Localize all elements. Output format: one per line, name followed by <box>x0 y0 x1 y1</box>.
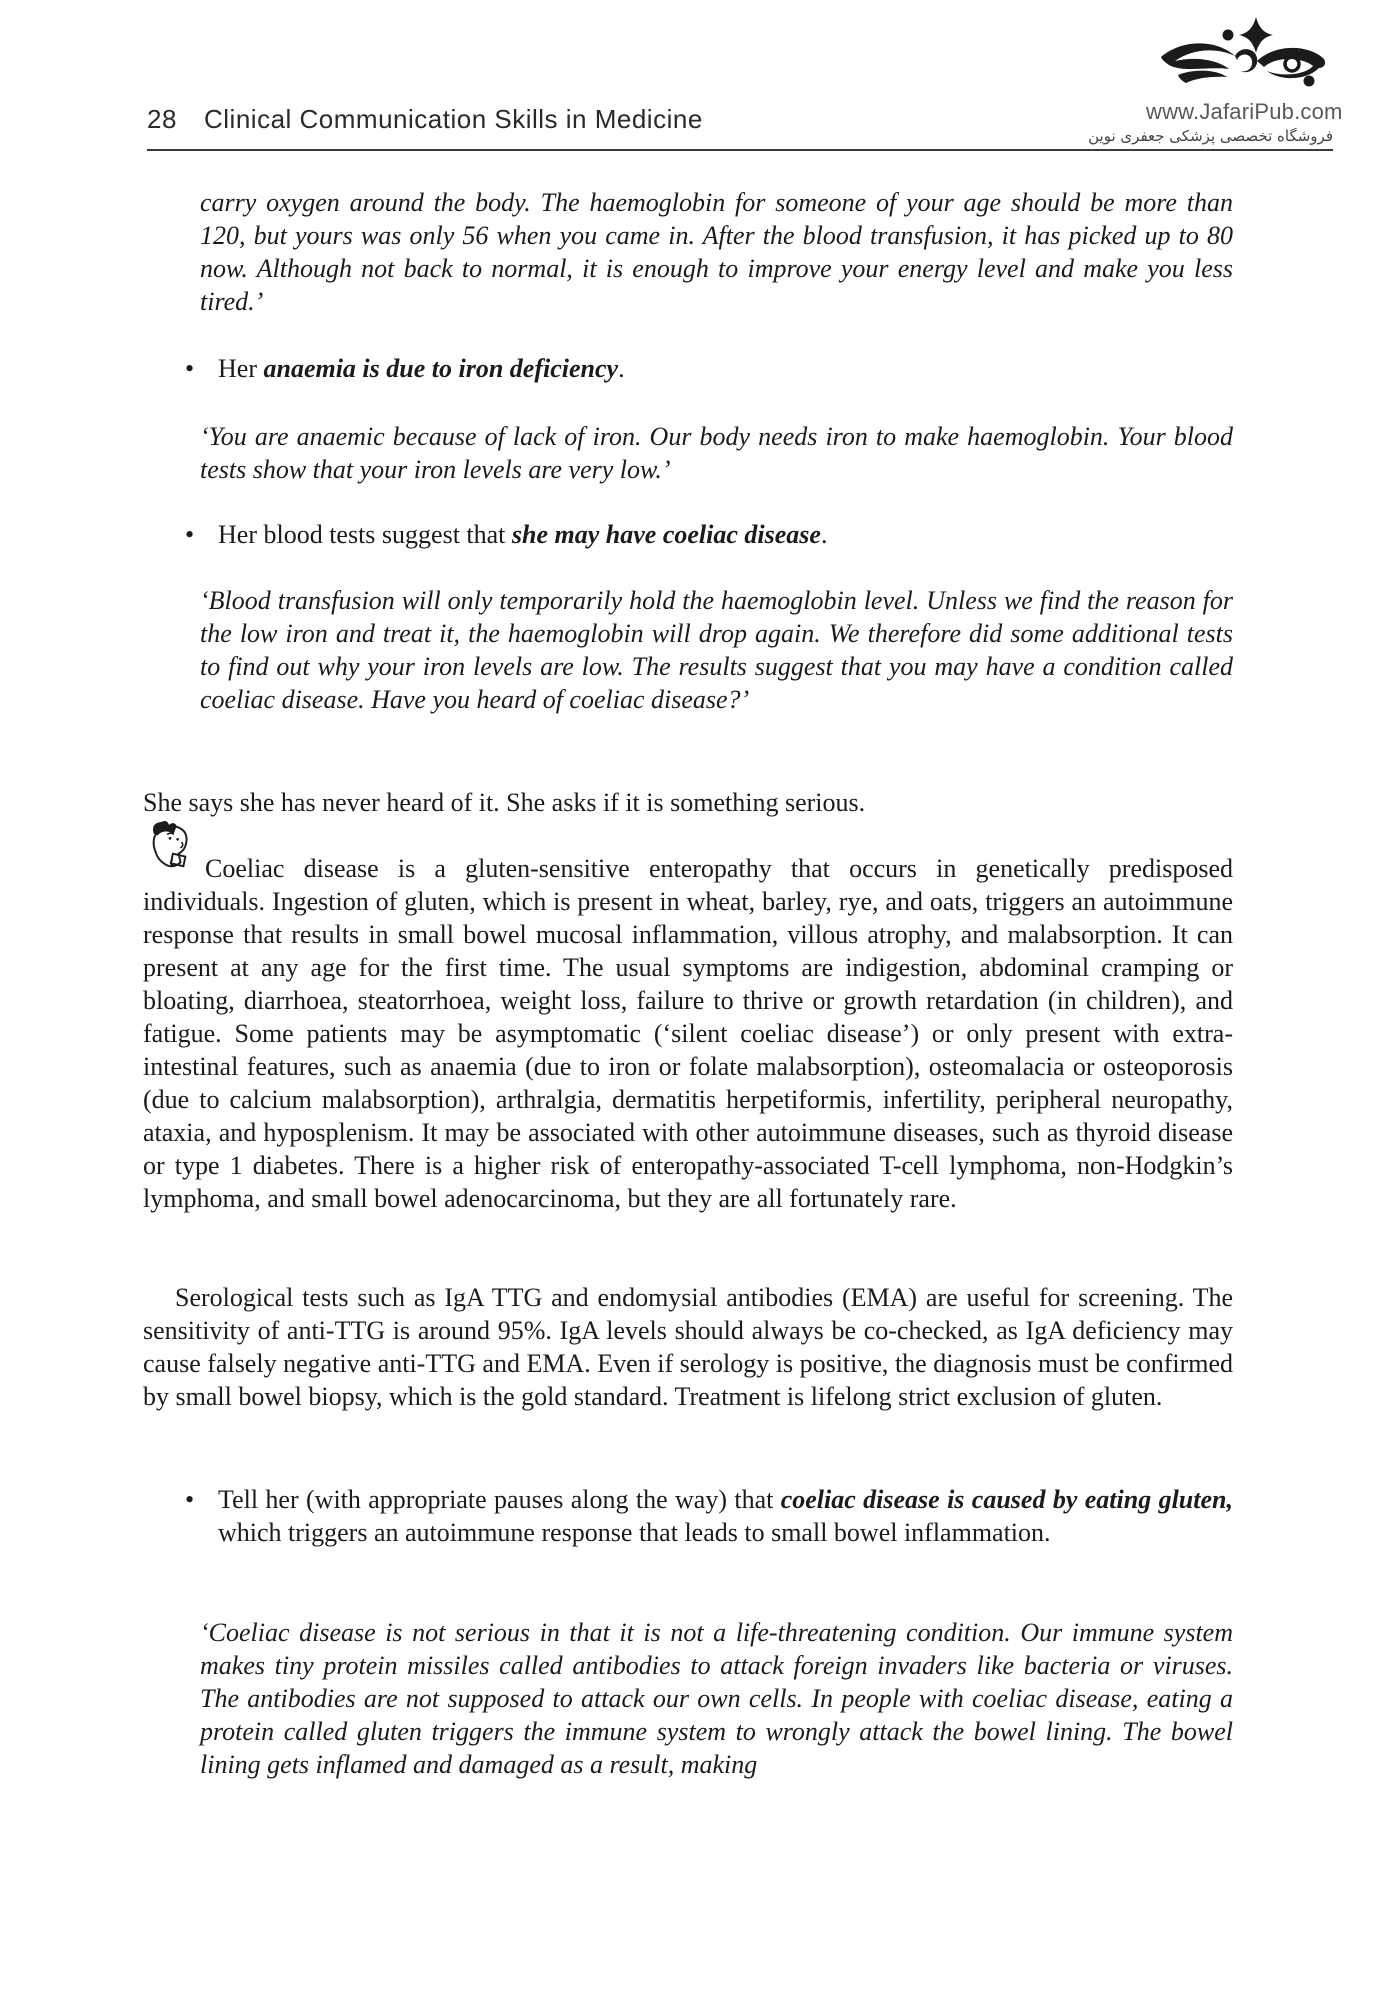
bullet-marker-icon: • <box>185 520 195 549</box>
quote-paragraph-transfusion: ‘Blood transfusion will only temporarily hold the haemoglobin level. Unless we find the reason for the low iron and treat it, the haemoglobin will drop again. We therefore did some additional tests to find out why your iron levels are low. The results suggest that you may have a condition called coeliac disease. Have you heard of coeliac disease?’ <box>200 586 1233 714</box>
bullet-item-tell-her <box>218 1483 1233 1549</box>
bullet-item-anaemia <box>218 352 1233 385</box>
publisher-tagline: فروشگاه تخصصی پزشکی جعفری نوین <box>1088 127 1333 145</box>
publisher-logo-icon <box>1156 16 1334 100</box>
bullet-text-prefix: Her <box>218 354 264 383</box>
bullet-emphasis: coeliac disease is caused by eating gluten, <box>780 1485 1233 1514</box>
narration-paragraph: She says she has never heard of it. She asks if it is something serious. <box>143 788 866 817</box>
info-paragraph-serology: Serological tests such as IgA TTG and endomysial antibodies (EMA) are useful for screening. The sensitivity of anti-TTG is around 95%. IgA levels should always be co-checked, as IgA deficiency may cause falsely negative anti-TTG and EMA. Even if serology is positive, the diagnosis must be confirmed by small bowel biopsy, which is the gold standard. Treatment is lifelong strict exclusion of gluten. <box>143 1283 1233 1411</box>
bullet-marker-icon: • <box>185 1485 195 1514</box>
bullet-emphasis: anaemia is due to iron deficiency <box>263 354 619 383</box>
running-title: Clinical Communication Skills in Medicine <box>204 104 703 134</box>
bullet-item-coeliac-suspicion <box>218 518 1233 551</box>
bullet-marker-icon: • <box>185 354 195 383</box>
header-rule <box>147 149 1333 151</box>
info-paragraph-coeliac: Coeliac disease is a gluten-sensitive enteropathy that occurs in genetically predisposed individuals. Ingestion of gluten, which is present in wheat, barley, rye, and oats, triggers an autoimmune response that results in small bowel mucosal inflammation, villous atrophy, and malabsorption. It can present at any age for the first time. The usual symptoms are indigestion, abdominal cramping or bloating, diarrhoea, steatorrhoea, weight loss, failure to thrive or growth retardation (in children), and fatigue. Some patients may be asymptomatic (‘silent coeliac disease’) or only present with extra-intestinal features, such as anaemia (due to iron or folate malabsorption), osteomalacia or osteoporosis (due to calcium malabsorption), arthralgia, dermatitis herpetiformis, infertility, peripheral neuropathy, ataxia, and hyposplenism. It may be associated with other autoimmune diseases, such as thyroid disease or type 1 diabetes. There is a higher risk of enteropathy-associated T-cell lymphoma, non-Hodgkin’s lymphoma, and small bowel adenocarcinoma, but they are all fortunately rare. <box>143 854 1233 1213</box>
bullet-text-prefix: Her blood tests suggest that <box>218 520 512 549</box>
publisher-url: www.JafariPub.com <box>1146 99 1343 124</box>
bullet-text-suffix: . <box>820 520 828 549</box>
bullet-emphasis: she may have coeliac disease <box>511 520 821 549</box>
quote-paragraph-haemoglobin: carry oxygen around the body. The haemoglobin for someone of your age should be more than 120, but yours was only 56 when you came in. After the blood transfusion, it has picked up to 80 now. Although not back to normal, it is enough to improve your energy level and make you less tired.’ <box>200 188 1233 316</box>
page-number: 28 <box>147 104 177 134</box>
bullet-text-suffix: . <box>618 354 625 383</box>
quote-paragraph-iron: ‘You are anaemic because of lack of iron. Our body needs iron to make haemoglobin. Your blood tests show that your iron levels are very low.’ <box>200 422 1233 484</box>
bullet-text-prefix: Tell her (with appropriate pauses along the way) that <box>218 1485 781 1514</box>
calligraphy-swirl-icon <box>1156 16 1334 100</box>
quote-paragraph-explanation: ‘Coeliac disease is not serious in that it is not a life-threatening condition. Our immune system makes tiny protein missiles called antibodies to attack foreign invaders like bacteria or viruses. The antibodies are not supposed to attack our own cells. In people with coeliac disease, eating a protein called gluten triggers the immune system to wrongly attack the bowel lining. The bowel lining gets inflamed and damaged as a result, making <box>200 1618 1233 1779</box>
bullet-text-suffix: which triggers an autoimmune response that leads to small bowel inflammation. <box>218 1518 1051 1547</box>
